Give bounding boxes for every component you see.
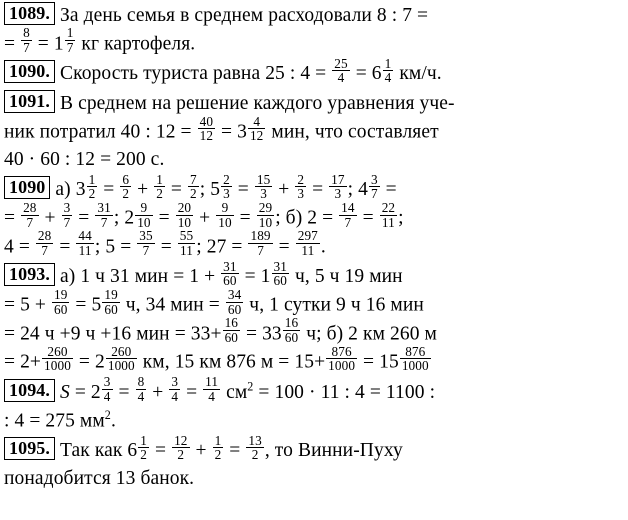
exercise-line: 4 = $\frac{28}{7}$ = $\frac{44}{11}$ ; 5 = $\frac{35}{7}$ = $\frac{55}{11}$ ; 27 = $\frac{189}{7}$ = $\frac{297}{11}$ . [4,228,326,258]
exercise-text: Так как 6 $\frac{1}{2}$ = $\frac{12}{2}$ + $\frac{1}{2}$ = $\frac{13}{2}$ , то Винни-Пуху [60,432,403,463]
exercise-text: Скорость туриста равна 25 : 4 = $\frac{25}{4}$ = 6 $\frac{1}{4}$ км/ч. [60,55,442,86]
exercise-line: = $\frac{28}{7}$ + $\frac{3}{7}$ = $\frac{31}{7}$ ; 2 $\frac{9}{10}$ = $\frac{20}{10}$ + $\frac{9}{10}$ = $\frac{29}{10}$ ; б) 2 = $\frac{14}{7}$ = $\frac{22}{11}$ ; [4,200,404,230]
fraction-8-4: $\frac{8}{4}$ [137,374,145,404]
exercise-line [4,374,624,407]
fraction-3-4: $\frac{3}{4}$ [103,374,111,404]
exercise-line [4,432,624,465]
fraction-40-12: $\frac{40}{12}$ [199,113,214,144]
fraction-3-7: $\frac{3}{7}$ [370,171,378,202]
fraction-22-11: $\frac{22}{11}$ [381,200,396,230]
exercise-entry-1095 [4,432,624,493]
fraction-14-7: $\frac{14}{7}$ [341,200,355,230]
exercise-entry-1090a [4,55,624,88]
fraction-28-7: $\frac{28}{7}$ [23,200,37,230]
exercise-entry-1094 [4,374,624,435]
exercise-entry-1091 [4,90,624,174]
exercise-entry-1089 [4,2,624,58]
fraction-31-7: $\frac{31}{7}$ [97,200,111,230]
fraction-31-60: $\frac{31}{60}$ [273,258,287,289]
fraction-1-2: $\frac{1}{2}$ [214,432,222,463]
exercise-line: ник потратил 40 : 12 = $\frac{40}{12}$ = 3 $\frac{4}{12}$ мин, что составляет [4,113,439,144]
fraction-876-1000: $\frac{876}{1000}$ [401,343,429,374]
exercise-line [4,90,624,118]
exercise-entry-1092 [4,171,624,261]
exercise-line: : 4 = 275 $мм^2$. [4,407,116,432]
exercise-line [4,2,624,30]
exercise-line: = 5 + $\frac{19}{60}$ = 5 $\frac{19}{60}$ ч, 34 мин = $\frac{34}{60}$ ч, 1 сутки 9 ч 16 мин [4,286,424,317]
fraction-260-1000: $\frac{260}{1000}$ [107,343,135,374]
exercise-line: 40 · 60 : 12 = 200 с. [4,149,165,171]
fraction-44-11: $\frac{44}{11}$ [78,228,92,258]
fraction-1-2: $\frac{1}{2}$ [156,171,163,202]
fraction-34-60: $\frac{34}{60}$ [227,286,242,317]
exercise-number: 1090 [4,176,50,199]
fraction-28-7: $\frac{28}{7}$ [37,228,52,258]
fraction-6-2: $\frac{6}{2}$ [122,171,130,202]
exercise-text: В среднем на решение каждого уравнения уче- [60,93,455,115]
fraction-3-7: $\frac{3}{7}$ [63,200,71,230]
exercise-text: а) 3 $\frac{1}{2}$ = $\frac{6}{2}$ + $\frac{1}{2}$ = $\frac{7}{2}$ ; 5 $\frac{2}{3}$ = $\frac{15}{3}$ + $\frac{2}{3}$ = $\frac{17}{3}$ ; 4 $\frac{3}{7}$ = [55,171,397,202]
fraction-13-2: $\frac{13}{2}$ [248,432,262,463]
exercise-number: 1089. [4,2,55,25]
fraction-16-60: $\frac{16}{60}$ [284,315,299,345]
exercise-line: = 24 ч +9 ч +16 мин = 33+ $\frac{16}{60}$ = 33 $\frac{16}{60}$ ч; б) 2 км 260 м [4,315,437,345]
fraction-7-2: $\frac{7}{2}$ [189,171,197,202]
fraction-35-7: $\frac{35}{7}$ [139,228,153,258]
fraction-20-10: $\frac{20}{10}$ [177,200,192,230]
fraction-25-4: $\frac{25}{4}$ [334,55,348,86]
fraction-3-4: $\frac{3}{4}$ [171,374,179,404]
exercise-number: 1091. [4,90,55,113]
exercise-entry-1093 [4,258,624,376]
fraction-9-10: $\frac{9}{10}$ [137,200,151,230]
fraction-11-4: $\frac{11}{4}$ [205,374,219,404]
fraction-16-60: $\frac{16}{60}$ [224,315,239,345]
fraction-297-11: $\frac{297}{11}$ [297,228,318,258]
fraction-189-7: $\frac{189}{7}$ [250,228,271,258]
exercise-text: а) 1 ч 31 мин = 1 + $\frac{31}{60}$ = 1 $\frac{31}{60}$ ч, 5 ч 19 мин [60,258,403,289]
exercise-line: = $\frac{8}{7}$ = 1 $\frac{1}{7}$ кг картофеля. [4,25,196,56]
fraction-1-2: $\frac{1}{2}$ [140,432,147,463]
fraction-1-2: $\frac{1}{2}$ [88,171,96,202]
fraction-19-60: $\frac{19}{60}$ [104,286,118,317]
exercise-text: За день семья в среднем расходовали 8 : 7 = [60,5,429,26]
fraction-12-2: $\frac{12}{2}$ [174,432,188,463]
fraction-4-12: $\frac{4}{12}$ [249,113,264,144]
fraction-2-3: $\frac{2}{3}$ [223,171,230,202]
exercise-line: = 2+ $\frac{260}{1000}$ = 2 $\frac{260}{1000}$ км, 15 км 876 м = 15+ $\frac{876}{1000}$ = 15 $\frac{876}{1000}$ [4,343,429,374]
fraction-876-1000: $\frac{876}{1000}$ [328,343,356,374]
fraction-1-7: $\frac{1}{7}$ [66,25,74,56]
exercise-number: 1090. [4,60,55,83]
exercise-line [4,258,624,291]
fraction-260-1000: $\frac{260}{1000}$ [44,343,71,374]
fraction-55-11: $\frac{55}{11}$ [179,228,194,258]
fraction-17-3: $\frac{17}{3}$ [331,171,345,202]
fraction-31-60: $\frac{31}{60}$ [223,258,237,289]
exercise-number: 1094. [4,379,55,402]
fraction-19-60: $\frac{19}{60}$ [53,286,68,317]
exercise-number: 1093. [4,263,55,286]
fraction-2-3: $\frac{2}{3}$ [297,171,305,202]
exercise-text: S = 2 $\frac{3}{4}$ = $\frac{8}{4}$ + $\frac{3}{4}$ = $\frac{11}{4}$ $см^2 = 100 \cdot 11$ : 4 = 1100 : [60,374,436,404]
exercise-line [4,55,624,88]
exercise-number: 1095. [4,437,55,460]
fraction-8-7: $\frac{8}{7}$ [23,25,30,56]
fraction-1-4: $\frac{1}{4}$ [384,55,392,86]
exercise-line: понадобится 13 банок. [4,468,195,490]
fraction-29-10: $\frac{29}{10}$ [258,200,273,230]
fraction-9-10: $\frac{9}{10}$ [218,200,232,230]
fraction-15-3: $\frac{15}{3}$ [256,171,271,202]
